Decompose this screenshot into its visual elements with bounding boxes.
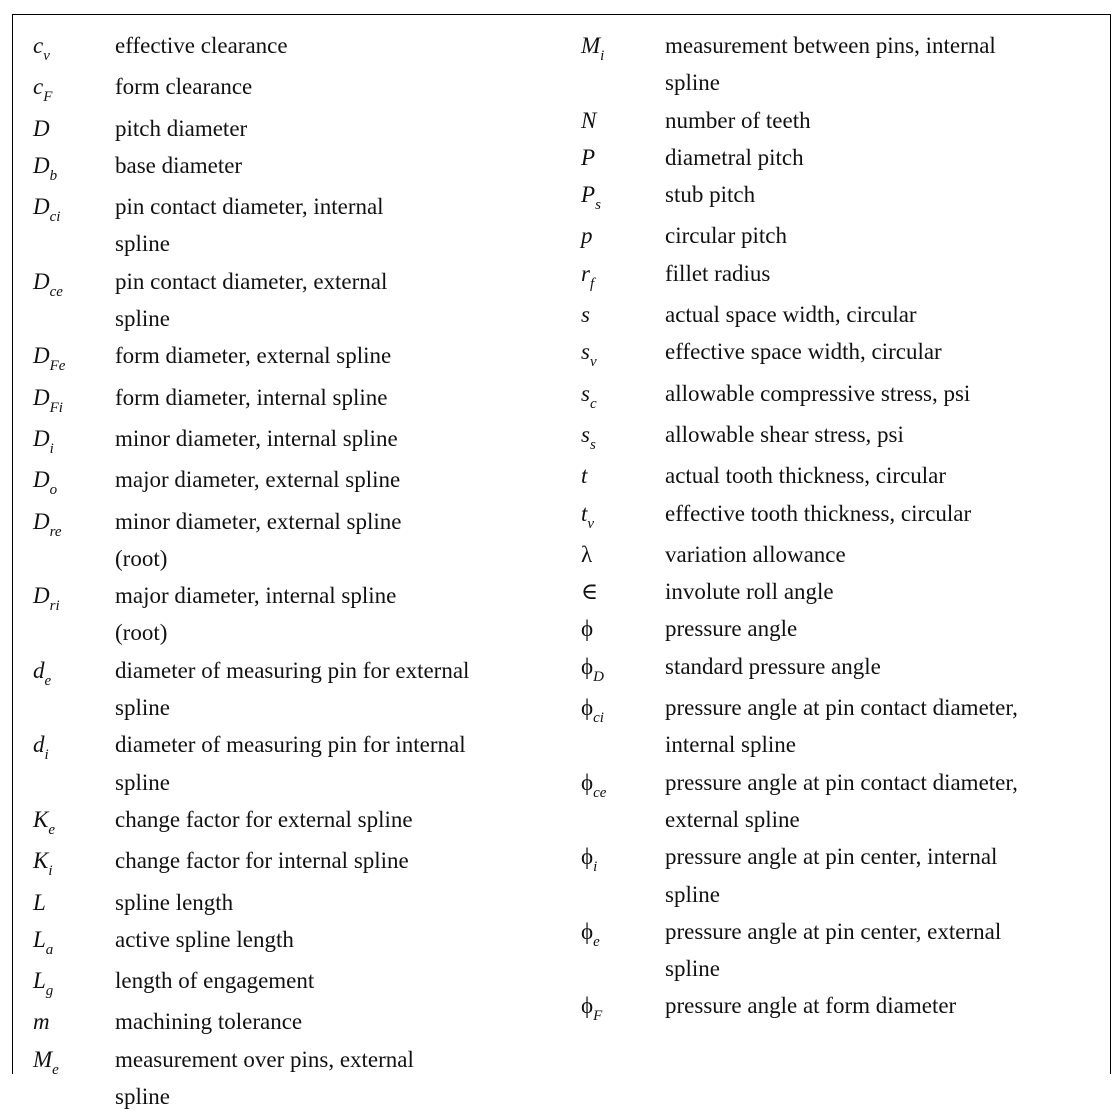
symbol-base: D [33, 268, 50, 294]
symbol-entry [581, 536, 1115, 573]
description-line: pin contact diameter, internal [115, 194, 384, 220]
symbol-description [115, 652, 563, 727]
symbol-subscript: i [44, 747, 49, 764]
symbol-description [115, 842, 563, 879]
symbol-base: c [33, 33, 44, 58]
right-column [581, 27, 1115, 1029]
symbol-subscript: e [44, 672, 52, 689]
symbol-base: D [33, 508, 50, 534]
symbol-base: t [581, 500, 588, 526]
symbol-description [665, 217, 1115, 254]
symbol [581, 296, 665, 333]
symbol-subscript: e [593, 933, 600, 950]
symbol [33, 652, 115, 693]
description-line: form diameter, external spline [115, 343, 392, 369]
symbol [581, 102, 665, 139]
symbol-base: s [581, 421, 590, 447]
description-line: pressure angle at pin center, external [665, 918, 1002, 944]
description-line: spline [115, 1084, 170, 1110]
symbol-description [115, 379, 563, 416]
symbol-description [665, 27, 1115, 102]
symbol-entry [33, 1003, 563, 1040]
symbol-entry [581, 296, 1115, 333]
symbol-entry [581, 255, 1115, 296]
symbol-base: d [33, 657, 45, 683]
symbol-description [665, 838, 1115, 913]
symbol-subscript: f [589, 275, 595, 292]
symbol [33, 337, 115, 378]
symbol [33, 379, 115, 420]
symbol-entry [33, 842, 563, 883]
symbol-subscript: ce [49, 283, 63, 300]
description-line: form diameter, internal spline [115, 384, 388, 410]
symbol-entry [33, 962, 563, 1003]
symbol-base: s [581, 339, 590, 365]
symbol-description [115, 921, 563, 958]
description-line: major diameter, internal spline [115, 583, 397, 609]
description-line: spline [115, 306, 170, 332]
description-line: (root) [115, 545, 168, 571]
symbol-description [665, 255, 1115, 292]
symbol-entry [581, 838, 1115, 913]
symbol-base: D [33, 467, 50, 493]
symbol-subscript: g [45, 983, 54, 1000]
symbol-description [665, 764, 1115, 839]
description-line: variation allowance [665, 541, 846, 567]
symbol-description [665, 176, 1115, 213]
symbol-description [665, 457, 1115, 494]
symbol-base: M [33, 1046, 53, 1072]
symbol [33, 147, 115, 188]
symbol-base: ϕ [581, 769, 594, 795]
description-line: change factor for internal spline [115, 848, 409, 874]
symbol-base: L [33, 968, 46, 994]
symbol-subscript: ci [49, 209, 61, 226]
description-line: actual tooth thickness, circular [665, 463, 947, 489]
symbol-base: r [581, 260, 590, 286]
description-line: pressure angle at pin center, internal [665, 844, 998, 870]
description-line: measurement over pins, external [115, 1046, 414, 1072]
symbol-description [665, 495, 1115, 532]
symbol-base: D [33, 194, 50, 220]
symbol-entry [33, 503, 563, 578]
symbol-base: ϕ [581, 918, 594, 944]
symbol [581, 139, 665, 176]
symbol-subscript: ri [49, 598, 60, 615]
symbol-description [665, 689, 1115, 764]
description-line: machining tolerance [115, 1009, 303, 1035]
symbol-subscript: ci [593, 710, 604, 727]
symbol-base: ϕ [581, 993, 594, 1019]
symbol-entry [581, 764, 1115, 839]
symbol-entry [33, 110, 563, 147]
description-line: base diameter [115, 152, 243, 178]
symbol-description [115, 726, 563, 801]
symbol-entry [581, 648, 1115, 689]
description-line: spline [665, 70, 720, 96]
symbol-base: D [33, 425, 50, 451]
symbol-entry [33, 337, 563, 378]
symbol [33, 110, 115, 147]
symbol [581, 536, 665, 573]
symbol-entry [581, 375, 1115, 416]
symbol-subscript: i [49, 440, 54, 457]
symbol-base: L [33, 889, 46, 915]
nomenclature-table [12, 14, 1111, 1110]
description-line: effective clearance [115, 33, 288, 58]
symbol-description [665, 416, 1115, 453]
symbol [581, 648, 665, 689]
description-line: effective space width, circular [665, 339, 942, 365]
symbol-subscript: i [593, 859, 598, 876]
symbol-base: M [581, 33, 601, 58]
description-line: minor diameter, external spline [115, 508, 402, 534]
symbol-subscript: Fe [49, 358, 66, 375]
symbol [581, 375, 665, 416]
symbol-description [665, 648, 1115, 685]
description-line: minor diameter, internal spline [115, 425, 398, 451]
description-line: actual space width, circular [665, 302, 917, 328]
symbol-base: K [33, 848, 49, 874]
symbol [581, 255, 665, 296]
symbol-description [665, 102, 1115, 139]
symbol-subscript: c [589, 395, 597, 412]
symbol-entry [33, 420, 563, 461]
symbol-description [665, 296, 1115, 333]
symbol-base: D [33, 583, 50, 609]
symbol-description [115, 1041, 563, 1115]
symbol-description [665, 987, 1115, 1024]
symbol-subscript: F [593, 1008, 603, 1025]
symbol-entry [581, 610, 1115, 647]
symbol-description [665, 610, 1115, 647]
description-line: fillet radius [665, 260, 771, 286]
symbol-subscript: v [589, 354, 597, 371]
symbol [33, 842, 115, 883]
symbol [33, 27, 115, 68]
symbol-description [665, 333, 1115, 370]
symbol-base: L [33, 926, 46, 952]
symbol-base: λ [581, 541, 593, 567]
symbol [33, 461, 115, 502]
symbol [33, 884, 115, 921]
description-line: allowable compressive stress, psi [665, 380, 971, 406]
symbol-base: t [581, 463, 588, 489]
symbol-subscript: b [49, 167, 58, 184]
description-line: spline [665, 881, 720, 907]
symbol-entry [33, 263, 563, 338]
symbol [581, 176, 665, 217]
symbol-entry [33, 652, 563, 727]
symbol-base: ϕ [581, 844, 594, 870]
symbol-base: ∈ [581, 579, 599, 605]
symbol-subscript: F [43, 89, 53, 106]
symbol-entry [581, 176, 1115, 217]
description-line: allowable shear stress, psi [665, 421, 904, 447]
symbol-entry [33, 27, 563, 68]
symbol-entry [33, 801, 563, 842]
symbol-entry [33, 461, 563, 502]
symbol [33, 503, 115, 544]
description-line: diameter of measuring pin for external [115, 657, 470, 683]
symbol-subscript: s [589, 436, 596, 453]
symbol-base: s [581, 380, 590, 406]
description-line: spline [665, 956, 720, 982]
symbol-entry [581, 333, 1115, 374]
symbol-entry [581, 27, 1115, 102]
symbol-description [115, 337, 563, 374]
description-line: diameter of measuring pin for internal [115, 732, 466, 758]
symbol-base: D [33, 384, 50, 410]
symbol-description [115, 1003, 563, 1040]
symbol-entry [581, 689, 1115, 764]
symbol [33, 1003, 115, 1040]
symbol [581, 217, 665, 254]
symbol [581, 27, 665, 68]
symbol [33, 68, 115, 109]
symbol-description [115, 263, 563, 338]
symbol-description [115, 188, 563, 263]
description-line: pressure angle [665, 616, 798, 642]
symbol-entry [581, 573, 1115, 610]
description-line: pressure angle at pin contact diameter, [665, 695, 1018, 721]
description-line: form clearance [115, 74, 253, 100]
symbol-description [115, 503, 563, 578]
symbol-description [665, 913, 1115, 988]
description-line: standard pressure angle [665, 653, 881, 679]
symbol-entry [33, 68, 563, 109]
description-line: spline length [115, 889, 234, 915]
symbol-entry [33, 188, 563, 263]
symbol [581, 838, 665, 879]
left-column [33, 27, 563, 1115]
description-line: involute roll angle [665, 579, 834, 605]
description-line: circular pitch [665, 223, 787, 249]
symbol-subscript: v [43, 48, 50, 64]
symbol [581, 457, 665, 494]
description-line: (root) [115, 620, 168, 646]
description-line: spline [115, 695, 170, 721]
symbol-entry [581, 913, 1115, 988]
symbol-description [665, 375, 1115, 412]
description-line: effective tooth thickness, circular [665, 500, 972, 526]
symbol-entry [581, 457, 1115, 494]
description-line: measurement between pins, internal [665, 33, 996, 58]
symbol [33, 577, 115, 618]
symbol-base: P [581, 182, 596, 208]
symbol-entry [33, 921, 563, 962]
symbol-subscript: re [49, 523, 62, 540]
description-line: diametral pitch [665, 144, 804, 170]
symbol-description [665, 139, 1115, 176]
symbol-entry [33, 1041, 563, 1115]
symbol-entry [33, 726, 563, 801]
symbol-subscript: s [595, 197, 601, 214]
symbol-description [115, 147, 563, 184]
symbol [581, 495, 665, 536]
description-line: pin contact diameter, external [115, 268, 388, 294]
symbol [33, 962, 115, 1003]
symbol-base: N [581, 107, 597, 133]
symbol-base: ϕ [581, 616, 594, 642]
symbol-base: ϕ [581, 653, 594, 679]
symbol-entry [581, 217, 1115, 254]
description-line: pressure angle at form diameter [665, 993, 957, 1019]
symbol-base: c [33, 74, 44, 100]
symbol [33, 801, 115, 842]
symbol [581, 333, 665, 374]
symbol-subscript: i [600, 48, 605, 64]
description-line: major diameter, external spline [115, 467, 401, 493]
symbol-description [115, 68, 563, 105]
symbol-entry [581, 495, 1115, 536]
description-line: internal spline [665, 732, 796, 758]
symbol [33, 263, 115, 304]
symbol-description [665, 536, 1115, 573]
symbol [581, 913, 665, 954]
symbol-base: K [33, 806, 49, 832]
symbol-subscript: i [48, 863, 53, 880]
symbol [33, 188, 115, 229]
symbol-base: D [33, 343, 50, 369]
symbol-description [665, 573, 1115, 610]
symbol-base: D [33, 152, 50, 178]
symbol-base: m [33, 1009, 50, 1035]
symbol-subscript: a [45, 941, 54, 958]
description-line: pressure angle at pin contact diameter, [665, 769, 1018, 795]
symbol-base: p [581, 223, 593, 249]
symbol [33, 420, 115, 461]
symbol-subscript: D [593, 668, 604, 685]
symbol-entry [581, 139, 1115, 176]
description-line: active spline length [115, 926, 294, 952]
description-line: length of engagement [115, 968, 315, 994]
symbol-entry [581, 102, 1115, 139]
description-line: pitch diameter [115, 115, 248, 141]
symbol-description [115, 110, 563, 147]
symbol [581, 987, 665, 1028]
symbol [33, 726, 115, 767]
symbol-entry [581, 987, 1115, 1028]
symbol-subscript: o [49, 482, 58, 499]
symbol-subscript: ce [593, 784, 607, 801]
description-line: number of teeth [665, 107, 811, 133]
symbol [581, 610, 665, 647]
symbol [581, 764, 665, 805]
symbol-base: d [33, 732, 45, 758]
symbol-base: P [581, 144, 596, 170]
description-line: change factor for external spline [115, 806, 413, 832]
description-line: external spline [665, 806, 800, 832]
symbol [33, 921, 115, 962]
symbol [581, 573, 665, 610]
symbol-subscript: e [52, 1061, 59, 1078]
symbol-subscript: Fi [49, 399, 63, 416]
symbol-entry [33, 577, 563, 652]
symbol-base: ϕ [581, 695, 594, 721]
symbol-description [115, 420, 563, 457]
symbol-subscript: e [48, 821, 56, 838]
symbol-entry [33, 884, 563, 921]
symbol [581, 689, 665, 730]
symbol-description [115, 27, 563, 64]
symbol-base: D [33, 115, 50, 141]
symbol-base: s [581, 302, 590, 328]
symbol-description [115, 577, 563, 652]
symbol-description [115, 884, 563, 921]
symbol [33, 1041, 115, 1082]
symbol-entry [33, 379, 563, 420]
description-line: spline [115, 769, 170, 795]
description-line: stub pitch [665, 182, 756, 208]
symbol-subscript: v [587, 515, 595, 532]
symbol [581, 416, 665, 457]
symbol-description [115, 962, 563, 999]
symbol-entry [581, 416, 1115, 457]
symbol-entry [33, 147, 563, 188]
symbol-description [115, 801, 563, 838]
symbol-description [115, 461, 563, 498]
description-line: spline [115, 231, 170, 257]
